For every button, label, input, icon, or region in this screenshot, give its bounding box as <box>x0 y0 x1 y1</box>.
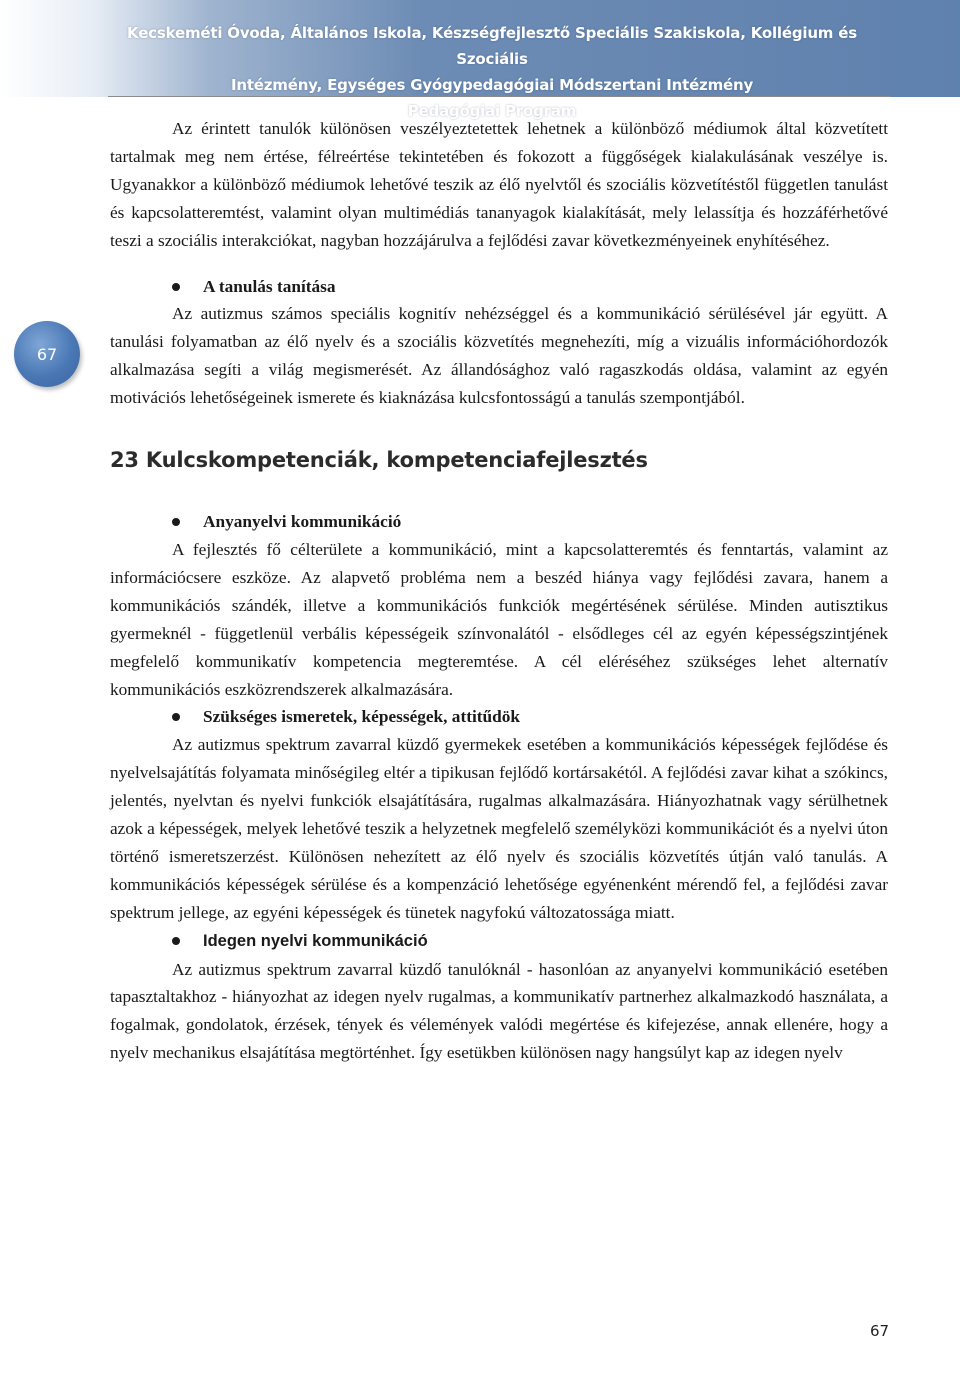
heading-text: A tanulás tanítása <box>203 276 336 296</box>
heading-text: Szükséges ismeretek, képességek, attitűdök <box>203 707 520 727</box>
bullet-icon <box>172 713 180 721</box>
page-header <box>0 0 960 120</box>
bullet-heading-skills <box>110 703 888 731</box>
foreign-paragraph: Az autizmus spektrum zavarral küzdő tanulóknál - hasonlóan az anyanyelvi kommunikáció esetében tapasztaltakhoz - hiányozhat az idegen nyelv rugalmas, a kommunikatív partnerhez alkalmazkodó használata, a fogalmak, gondolatok, érzések, tények és vélemények valódi megértése és kifejezése, annak ellenére, hogy a nyelv mechanikus elsajátítása megtörténhet. Így esetükben különösen nagy hangsúlyt kap az idegen nyelv <box>110 959 888 1063</box>
bullet-icon <box>172 937 180 945</box>
header-line-1: Kecskeméti Óvoda, Általános Iskola, Készségfejlesztő Speciális Szakiskola, Kollégium és Szociális <box>127 24 857 68</box>
page-number-badge: 67 <box>14 321 80 387</box>
skills-paragraph: Az autizmus spektrum zavarral küzdő gyermekek esetében a kommunikációs képességek fejlődése és nyelvelsajátítás folyamata minőségileg eltér a tipikusan fejlődő kortársakétól. A fejlődési zavar kihat a szókincs, jelentés, nyelvtan és nyelvi funkciók elsajátítására, rugalmas alkalmazására. Hiányozhatnak vagy sérülhetnek azok a képességek, melyek lehetővé teszik a helyzetnek megfelelő személyközi kommunikációt és a nyelvi úton történő ismeretszerzést. Különösen nehezített az élő nyelv és szociális közvetítés útján való tanulás. A kommunikációs képességek sérülése és a kompenzáció lehetősége egyénenként mérendő fel, a fejlődési zavar spektrum jellege, az egyéni képességek és tünetek nagyfokú változatossága miatt. <box>110 735 888 922</box>
bullet-heading-learning <box>110 273 888 301</box>
spacer <box>110 255 888 273</box>
header-line-2: Intézmény, Egységes Gyógypedagógiai Módszertani Intézmény <box>230 76 754 94</box>
bullet-icon <box>172 518 180 526</box>
header-divider <box>108 96 890 97</box>
bullet-heading-native <box>110 508 888 536</box>
document-body <box>110 115 888 1067</box>
native-paragraph: A fejlesztés fő célterülete a kommunikáció, mint a kapcsolatteremtés és fenntartás, valamint az információcsere eszköze. Az alapvető probléma nem a beszéd hiánya vagy fejlődési zavara, hanem a kommunikációs szándék, illetve a kommunikációs funkciók megértésének sérülése. Minden autisztikus gyermeknél - függetlenül verbális képességeik színvonalától - elsődleges cél az egyén képességszintjének megfelelő kommunikatív kompetencia megteremtése. A cél eléréséhez szükséges lehet alternatív kommunikációs eszközrendszerek alkalmazására. <box>110 539 888 699</box>
heading-text: Idegen nyelvi kommunikáció <box>203 931 428 950</box>
intro-paragraph: Az érintett tanulók különösen veszélyeztetettek lehetnek a különböző médiumok által közvetített tartalmak meg nem értése, félreértése tekintetében és fokozott a függőségek kialakulásának veszélye is. Ugyanakkor a különböző médiumok lehetővé teszik az élő nyelvtől és szociális közvetítéstől független tanulást és kapcsolatteremtést, valamint olyan multimédiás tananyagok kialakítását, mely lelassítja és hozzáférhetővé teszi a szociális interakciókat, nagyban hozzájárulva a fejlődési zavar következményeinek enyhítéséhez. <box>110 119 888 250</box>
bullet-heading-foreign <box>110 927 888 956</box>
learning-paragraph: Az autizmus számos speciális kognitív nehézséggel és a kommunikáció sérülésével jár együtt. A tanulási folyamatban az élő nyelv és a szociális közvetítés megnehezíti, míg a vizuális információhordozók alkalmazása segíti a világ megismerését. Az állandósághoz való ragaszkodás oldása, valamint az egyén motivációs lehetőségeinek ismerete és kiaknázása kulcsfontosságú a tanulás szempontjából. <box>110 304 888 408</box>
header-line-3: Pedagógiai Program <box>407 102 577 120</box>
bullet-icon <box>172 283 180 291</box>
header-title <box>112 20 872 124</box>
heading-text: Anyanyelvi kommunikáció <box>203 512 402 532</box>
footer-page-number: 67 <box>870 1322 890 1340</box>
chapter-title: 23 Kulcskompetenciák, kompetenciafejlesztés <box>110 448 648 473</box>
